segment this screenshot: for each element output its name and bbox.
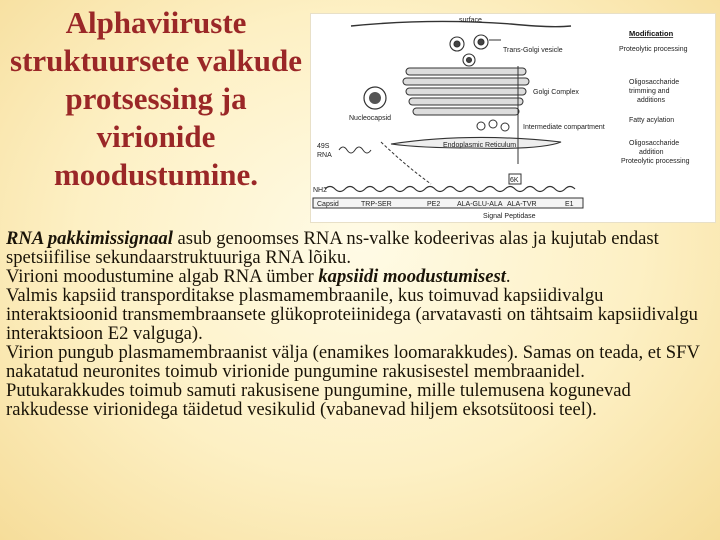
paragraph-text: asub genoomses RNA ns-valke kodeerivas alas ja kujutab endast spetsiifilise sekundaarstruktuuriga RNA lõiku. <box>6 228 659 268</box>
modification-label: Oligosaccharide <box>629 79 680 86</box>
nucleocapsid <box>364 87 386 109</box>
gene-bar <box>313 198 583 208</box>
title-line: virionide <box>96 119 216 154</box>
paragraph: Virion pungub plasmamembraanist välja (enamikes loomarakkudes). Samas on teada, et SFV nakatatud neuronites toimub virionide pungumine rakusisestel membraanidel. <box>6 342 700 382</box>
title-line: Alphaviiruste <box>65 5 247 40</box>
gene-label: ALA-TVR <box>507 201 537 208</box>
slide-body <box>6 229 718 419</box>
modification-label: trimming and <box>629 88 670 95</box>
modification-header: Modification <box>629 29 674 38</box>
trans-golgi-label: Trans-Golgi vesicle <box>503 47 563 54</box>
intermediate-label: Intermediate compartment <box>523 124 605 131</box>
gene-label: ALA-GLU-ALA <box>457 201 503 208</box>
golgi-label: Golgi Complex <box>533 89 579 96</box>
gene-label: Capsid <box>317 201 339 208</box>
6k-label: 6K <box>510 177 519 184</box>
gene-label: PE2 <box>427 201 441 208</box>
rna-label: 49S <box>317 143 330 150</box>
nucleocapsid-label: Nucleocapsid <box>349 115 392 122</box>
intermediate-compartment <box>477 120 509 131</box>
alphavirus-processing-diagram <box>310 13 716 223</box>
paragraph-text: . <box>505 266 511 287</box>
modification-label: additions <box>637 97 666 104</box>
polyprotein-chain <box>325 187 575 192</box>
modification-label: Fatty acylation <box>629 117 675 124</box>
slide-title <box>0 4 312 194</box>
nh2-label: NH2 <box>313 187 328 194</box>
modification-label: Oligosaccharide <box>629 140 680 147</box>
paragraph <box>6 267 718 286</box>
title-line: moodustumine. <box>53 157 259 192</box>
modification-label: Proteolytic processing <box>619 46 688 53</box>
paragraph: Valmis kapsiid transporditakse plasmamembraanile, kus toimuvad kapsiidivalgu interaktsioonid transmembraansete glükoproteiinidega (arvatavasti on tähtsaim kapsiidivalgu interaktsioon E2 valguga). <box>6 285 698 344</box>
capsid-formation-term: kapsiidi moodustumisest <box>318 266 506 287</box>
rna-signal-term: RNA pakkimissignaal <box>6 228 173 249</box>
modification-label: Proteolytic processing <box>621 158 690 165</box>
paragraph <box>6 229 718 267</box>
gene-label: E1 <box>565 201 574 208</box>
paragraph: Putukarakkudes toimub samuti rakusisene pungumine, mille tulemusena kogunevad rakkudesse virionidega täidetud vesikulid (vabanevad hiljem eksotsütoosi teel). <box>6 380 631 420</box>
surface-label: surface <box>459 17 482 24</box>
title-line: protsessing ja <box>65 81 247 116</box>
modification-label: addition <box>639 149 664 156</box>
diagram-svg <box>311 14 715 222</box>
translation-arrow <box>381 142 431 184</box>
rna-strand <box>339 147 371 153</box>
gene-label: TRP-SER <box>361 201 392 208</box>
paragraph-text: Virioni moodustumine algab RNA ümber <box>6 266 319 287</box>
budding-virions <box>450 35 488 66</box>
er-label: Endoplasmic Reticulum <box>443 142 517 149</box>
rna-label: RNA <box>317 152 332 159</box>
golgi-stack <box>403 68 529 115</box>
signal-peptidase-label: Signal Peptidase <box>483 213 536 220</box>
title-line: struktuursete valkude <box>10 43 302 78</box>
